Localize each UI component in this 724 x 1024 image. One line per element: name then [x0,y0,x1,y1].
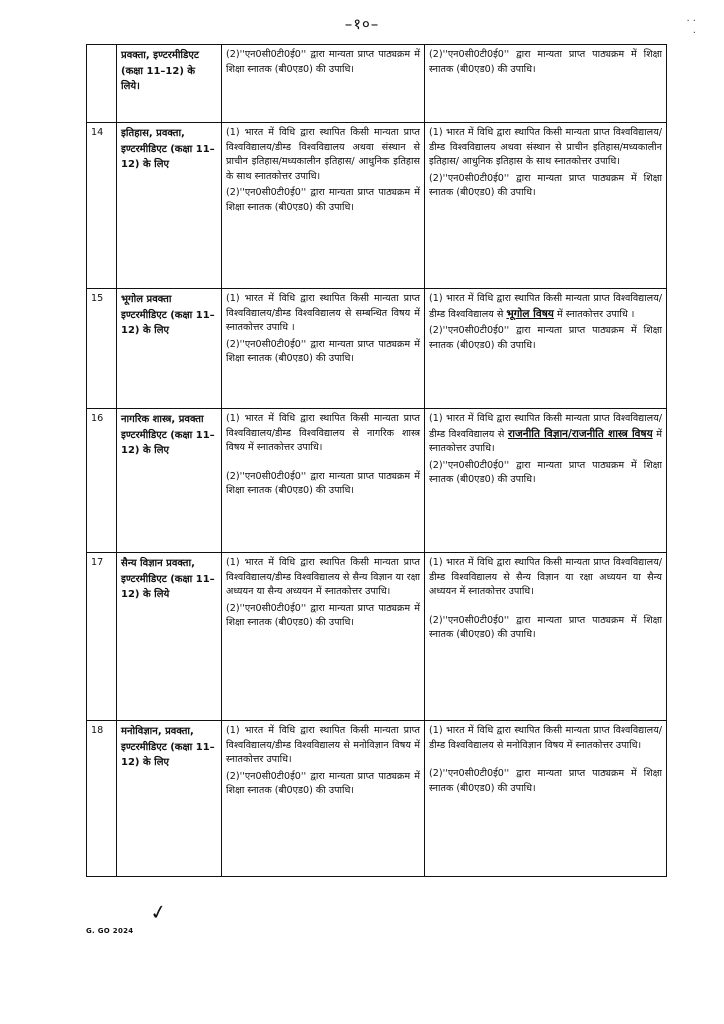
existing-qualification [222,721,425,877]
amended-qualification [425,289,667,409]
qualification-line: (1) भारत में विधि द्वारा स्थापित किसी मान्यता प्राप्त विश्वविद्यालय/डीम्ड विश्वविद्यालय से मनोविज्ञान विषय में स्नातकोत्तर उपाधि। [226,725,420,765]
serial-number: 14 [87,123,117,289]
qualification-line: (1) भारत में विधि द्वारा स्थापित किसी मान्यता प्राप्त विश्वविद्यालय/डीम्ड विश्वविद्यालय अथवा संस्थान से प्राचीन इतिहास/मध्यकालीन इतिहास/ आधुनिक इतिहास के साथ स्नातकोत्तर उपाधि। [226,127,420,182]
serial-number: 16 [87,409,117,553]
amended-qualification [425,45,667,123]
post-name: नागरिक शास्त्र, प्रवक्ता इण्टरमीडिएट (कक्षा 11–12) के लिए [117,409,222,553]
qualification-text: में स्नातकोत्तर उपाधि। [429,428,662,454]
serial-number: 18 [87,721,117,877]
amended-qualification [425,553,667,721]
existing-qualification [222,289,425,409]
qualification-line: (2)''एन0सी0टी0ई0'' द्वारा मान्यता प्राप्त पाठ्यक्रम में शिक्षा स्नातक (बी0एड0) की उपाधि। [429,49,662,75]
corner-marks: · · · [686,16,696,39]
table-row [87,409,667,553]
post-name: सैन्य विज्ञान प्रवक्ता, इण्टरमीडिएट (कक्षा 11–12) के लिये [117,553,222,721]
qualification-line: (2)''एन0सी0टी0ई0'' द्वारा मान्यता प्राप्त पाठ्यक्रम में शिक्षा स्नातक (बी0एड0) की उपाधि। [226,770,420,796]
post-name: भूगोल प्रवक्ता इण्टरमीडिएट (कक्षा 11–12) के लिए [117,289,222,409]
existing-qualification [222,553,425,721]
footer-code: G. GO 2024 [86,927,134,935]
serial-number: 15 [87,289,117,409]
qualification-text: (1) भारत में विधि द्वारा स्थापित किसी मान्यता प्राप्त विश्वविद्यालय/डीम्ड विश्वविद्यालय से [429,293,662,320]
qualification-line: (2)''एन0सी0टी0ई0'' द्वारा मान्यता प्राप्त पाठ्यक्रम में शिक्षा स्नातक (बी0एड0) की उपाधि। [429,172,662,198]
existing-qualification [222,123,425,289]
underlined-subject: भूगोल विषय [506,307,554,320]
table-row [87,553,667,721]
serial-number [87,45,117,123]
amended-qualification [425,721,667,877]
table-row [87,289,667,409]
qualification-line: (1) भारत में विधि द्वारा स्थापित किसी मान्यता प्राप्त विश्वविद्यालय/डीम्ड विश्वविद्यालय अथवा संस्थान से प्राचीन इतिहास/मध्यकालीन इतिहास/ आधुनिक इतिहास के साथ स्नातकोत्तर उपाधि। [429,127,662,167]
table-row [87,721,667,877]
qualification-line: (1) भारत में विधि द्वारा स्थापित किसी मान्यता प्राप्त विश्वविद्यालय/डीम्ड विश्वविद्यालय से सम्बन्धित विषय में स्नातकोत्तर उपाधि । [226,293,420,333]
qualification-table [86,44,667,877]
existing-qualification [222,45,425,123]
qualification-line: (2)''एन0सी0टी0ई0'' द्वारा मान्यता प्राप्त पाठ्यक्रम में शिक्षा स्नातक (बी0एड0) की उपाधि। [226,49,420,75]
qualification-line: (2)''एन0सी0टी0ई0'' द्वारा मान्यता प्राप्त पाठ्यक्रम में शिक्षा स्नातक (बी0एड0) की उपाधि। [429,459,662,485]
existing-qualification [222,409,425,553]
qualification-line: (1) भारत में विधि द्वारा स्थापित किसी मान्यता प्राप्त विश्वविद्यालय/डीम्ड विश्वविद्यालय से सैन्य विज्ञान या रक्षा अध्ययन या सैन्य अध्ययन में स्नातकोत्तर उपाधि। [429,557,662,597]
post-name: प्रवक्ता, इण्टरमीडिएट (कक्षा 11–12) के लिये। [117,45,222,123]
qualification-line: (1) भारत में विधि द्वारा स्थापित किसी मान्यता प्राप्त विश्वविद्यालय/डीम्ड विश्वविद्यालय से सैन्य विज्ञान या रक्षा अध्ययन या सैन्य अध्ययन में स्नातकोत्तर उपाधि। [226,557,420,597]
qualification-line: (2)''एन0सी0टी0ई0'' द्वारा मान्यता प्राप्त पाठ्यक्रम में शिक्षा स्नातक (बी0एड0) की उपाधि। [429,768,662,794]
amended-qualification [425,123,667,289]
qualification-line: (1) भारत में विधि द्वारा स्थापित किसी मान्यता प्राप्त विश्वविद्यालय/डीम्ड विश्वविद्यालय से नागरिक शास्त्र विषय में स्नातकोत्तर उपाधि। [226,413,420,453]
post-name: मनोविज्ञान, प्रवक्ता, इण्टरमीडिएट (कक्षा 11–12) के लिए [117,721,222,877]
qualification-line [429,292,662,322]
table-row [87,45,667,123]
qualification-line: (2)''एन0सी0टी0ई0'' द्वारा मान्यता प्राप्त पाठ्यक्रम में शिक्षा स्नातक (बी0एड0) की उपाधि। [429,325,662,351]
qualification-text: में स्नातकोत्तर उपाधि । [553,308,635,320]
qualification-line: (2)''एन0सी0टी0ई0'' द्वारा मान्यता प्राप्त पाठ्यक्रम में शिक्षा स्नातक (बी0एड0) की उपाधि। [429,614,662,640]
page-number: –१०– [344,15,380,33]
amended-qualification [425,409,667,553]
qualification-line: (2)''एन0सी0टी0ई0'' द्वारा मान्यता प्राप्त पाठ्यक्रम में शिक्षा स्नातक (बी0एड0) की उपाधि। [226,338,420,364]
underlined-subject: राजनीति विज्ञान/राजनीति शास्त्र विषय [507,427,653,440]
qualification-line: (2)''एन0सी0टी0ई0'' द्वारा मान्यता प्राप्त पाठ्यक्रम में शिक्षा स्नातक (बी0एड0) की उपाधि। [226,470,420,496]
table-row [87,123,667,289]
serial-number: 17 [87,553,117,721]
qualification-text: (1) भारत में विधि द्वारा स्थापित किसी मान्यता प्राप्त विश्वविद्यालय/डीम्ड विश्वविद्यालय से [429,413,662,440]
handwritten-tick-mark: ✓ [148,898,169,926]
qualification-line: (1) भारत में विधि द्वारा स्थापित किसी मान्यता प्राप्त विश्वविद्यालय/डीम्ड विश्वविद्यालय से मनोविज्ञान विषय में स्नातकोत्तर उपाधि। [429,725,662,751]
qualification-line: (2)''एन0सी0टी0ई0'' द्वारा मान्यता प्राप्त पाठ्यक्रम में शिक्षा स्नातक (बी0एड0) की उपाधि। [226,187,420,213]
post-name: इतिहास, प्रवक्ता, इण्टरमीडिएट (कक्षा 11–12) के लिए [117,123,222,289]
qualification-line [429,412,662,457]
qualification-line: (2)''एन0सी0टी0ई0'' द्वारा मान्यता प्राप्त पाठ्यक्रम में शिक्षा स्नातक (बी0एड0) की उपाधि। [226,602,420,628]
